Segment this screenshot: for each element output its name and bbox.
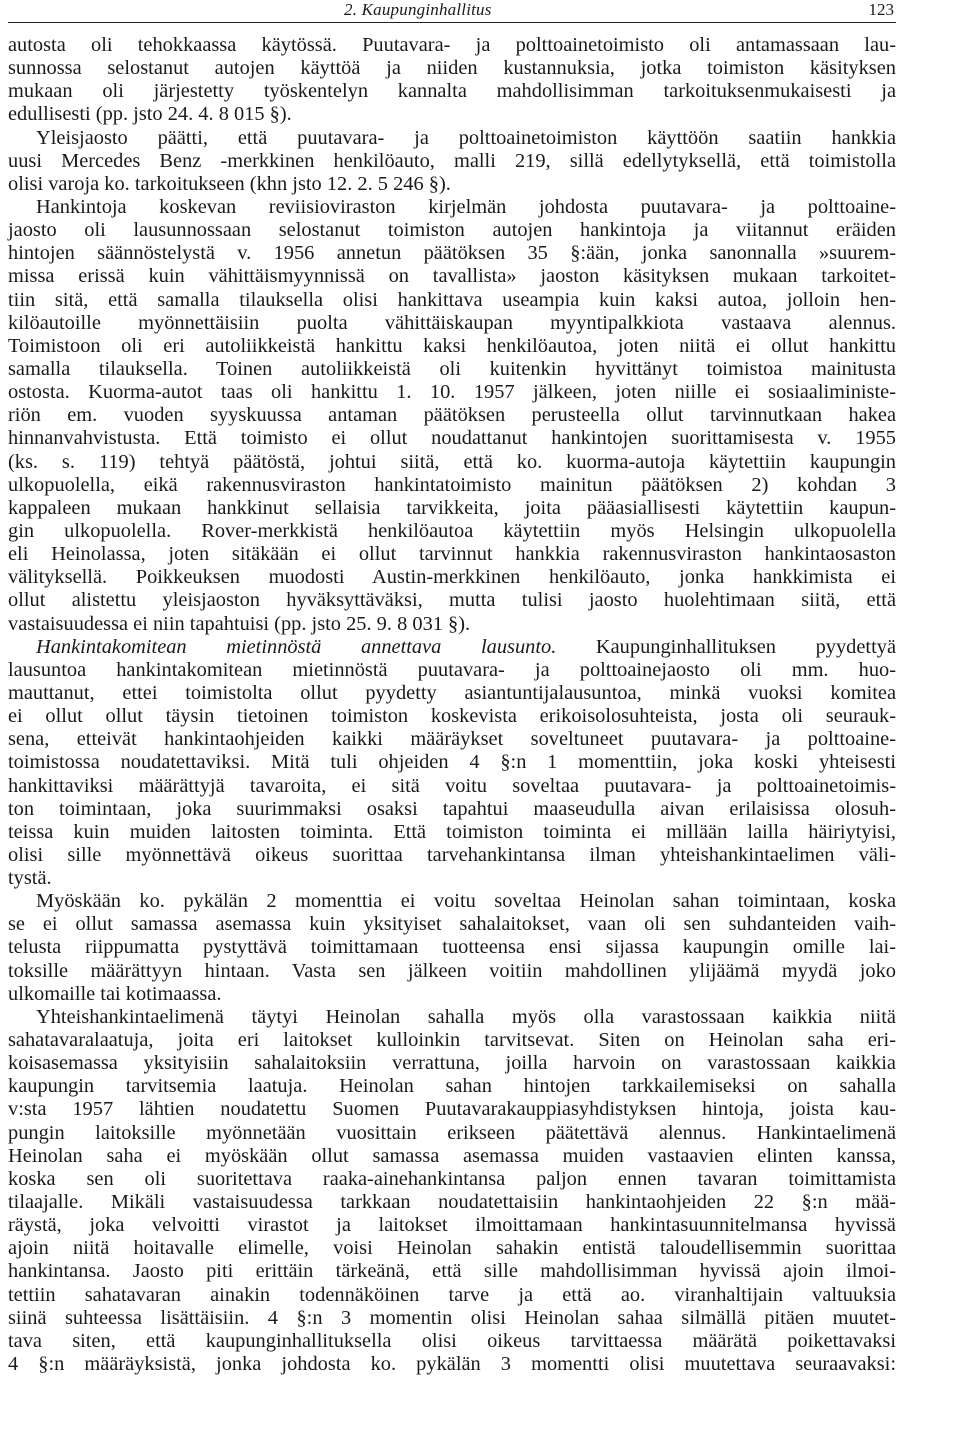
- text-line: [8, 1029, 896, 1052]
- line-text: kappaleen mukaan hankkinut sellaisia tarvikkeita, joita pääasiallisesti käytettiin kaupun-: [8, 496, 896, 519]
- line-text: tilaajalle. Mikäli vastaisuudessa tarkkaan noudatettaisiin hankintaohjeiden 22 §:n mää-: [8, 1191, 896, 1214]
- text-line: [8, 775, 896, 798]
- text-line: [8, 1214, 896, 1237]
- line-text: toksille määrättyyn hintaan. Vasta sen jälkeen voitiin mahdollinen ylijäämä myydä joko: [8, 959, 896, 982]
- line-text: kilöautoille myönnettäisiin puolta vähittäiskaupan myyntipalkkiota vastaava alennus.: [8, 311, 896, 334]
- line-text: lausuntoa hankintakomitean mietinnöstä puutavara- ja polttoainejaosto oli mm. huo-: [8, 658, 896, 681]
- text-line: [8, 242, 896, 265]
- text-line: [8, 728, 896, 751]
- line-text: Toimistoon oli eri autoliikkeistä hankittu kaksi henkilöautoa, joten niitä ei ollut hankittu: [8, 334, 896, 357]
- line-text: ajoin niitä hoitavalle elimelle, voisi Heinolan sahakin entistä taloudellisemmin suorittaa: [8, 1237, 896, 1260]
- text-line: [8, 1284, 896, 1307]
- line-text: olisi sille myönnettävä oikeus suorittaa tarvehankintansa ilman yhteishankintaelimen väli-: [8, 843, 896, 866]
- text-line: [8, 497, 896, 520]
- text-line: [8, 589, 896, 612]
- line-text: sahatavaralaatuja, joita eri laitokset kulloinkin tarvitsevat. Siten on Heinolan saha eri-: [8, 1029, 896, 1052]
- text-line: [8, 566, 896, 589]
- text-line: [8, 1006, 896, 1029]
- line-text: uusi Mercedes Benz -merkkinen henkilöauto, malli 219, sillä edellytyksellä, että toimistolla: [8, 149, 896, 172]
- text-line: [8, 173, 896, 196]
- text-line: [8, 80, 896, 103]
- line-text: Yleisjaosto päätti, että puutavara- ja polttoainetoimiston käyttöön saatiin hankkia: [36, 126, 896, 149]
- line-text: vastaisuudessa ei niin tapahtuisi (pp. jsto 25. 9. 8 031 §).: [8, 612, 471, 635]
- line-text: tystä.: [8, 867, 52, 890]
- text-line: [8, 983, 896, 1006]
- text-line: [8, 1330, 896, 1353]
- text-line: [8, 636, 896, 659]
- text-line: [8, 358, 896, 381]
- line-text: autosta oli tehokkaassa käytössä. Puutavara- ja polttoainetoimisto oli antamassaan lau-: [8, 34, 896, 56]
- text-line: [8, 265, 896, 288]
- text-line: [8, 867, 896, 890]
- text-line: [8, 404, 896, 427]
- line-text: hinnanvahvistusta. Että toimisto ei ollut noudattanut hankintojen suorittamisesta v. 1955: [8, 427, 896, 450]
- text-line: [8, 705, 896, 728]
- text-line: [8, 289, 896, 312]
- line-text: välityksellä. Poikkeuksen muodosti Austin-merkkinen henkilöauto, jonka hankkimista ei: [8, 566, 896, 589]
- text-line: [8, 1098, 896, 1121]
- text-line: [8, 936, 896, 959]
- text-line: [8, 1122, 896, 1145]
- line-text: toimistossa noudatettaviksi. Mitä tuli ohjeiden 4 §:n 1 momenttiin, joka koski yhteisesti: [8, 751, 896, 774]
- text-line: [8, 57, 896, 80]
- text-line: [8, 150, 896, 173]
- text-line: [8, 1307, 896, 1330]
- line-text: olisi varoja ko. tarkoitukseen (khn jsto 12. 2. 5 246 §).: [8, 172, 451, 195]
- line-text: siinä suhteessa lisättäisiin. 4 §:n 3 momentin olisi Heinolan sahaa silmällä pitäen muutet-: [8, 1306, 896, 1329]
- line-text: hankittaviksi määrättyjä tavaroita, ei sitä voitu soveltaa puutavara- ja polttoainetoimis-: [8, 774, 896, 797]
- text-line: [8, 520, 896, 543]
- text-line: [8, 427, 896, 450]
- italic-heading: Hankintakomitean mietinnöstä annettava lausunto.: [36, 635, 557, 658]
- text-line: [8, 613, 896, 636]
- text-line: [8, 103, 896, 126]
- line-text: ei ollut ollut täysin tietoinen toimiston koskevista erikoisolosuhteista, josta oli seurauk-: [8, 705, 896, 728]
- line-text: gin ulkopuolella. Rover-merkkistä henkilöautoa käytettiin myös Helsingin ulkopuolella: [8, 519, 896, 542]
- line-text: hankintansa. Jaosto piti erittäin tärkeänä, että sille mahdollisimman hyvissä ajoin ilmoi-: [8, 1260, 896, 1283]
- line-text: ollut alistettu yleisjaoston hyväksyttäväksi, mutta tulisi jaosto huolehtimaan siitä, että: [8, 589, 896, 612]
- body-text: [8, 34, 896, 1376]
- line-text: koisasemassa yksityisiin sahalaitoksiin verrattuna, joilla harvoin on varastossaan kaikkia: [8, 1052, 896, 1075]
- text-line: [8, 196, 896, 219]
- line-text: ulkomaille tai kotimaassa.: [8, 982, 222, 1005]
- line-text: eli Heinolassa, joten sitäkään ei ollut tarvinnut hankkia rakennusviraston hankintaosaston: [8, 543, 896, 566]
- text-line: [8, 312, 896, 335]
- text-line: [8, 960, 896, 983]
- text-line: [8, 913, 896, 936]
- line-text: Myöskään ko. pykälän 2 momenttia ei voitu soveltaa Heinolan sahan toimintaan, koska: [36, 890, 896, 913]
- line-text: Kaupunginhallituksen pyydettyä: [556, 635, 896, 658]
- text-line: [8, 1237, 896, 1260]
- line-text: teissa kuin muiden laitosten toiminta. Että toimiston toiminta ei millään lailla häiriytyisi,: [8, 820, 896, 843]
- line-text: tettiin sahatavaran ainakin todennäköinen tarve ja että ao. viranhaltijain valtuuksia: [8, 1283, 896, 1306]
- line-text: missa erissä kuin vähittäismyynnissä on tavallista» jaoston käsityksen mukaan tarkoitet-: [8, 265, 896, 288]
- section-title: 2. Kaupunginhallitus: [344, 0, 492, 19]
- text-line: [8, 1075, 896, 1098]
- line-text: ostosta. Kuorma-autot taas oli hankittu 1. 10. 1957 jälkeen, joten niille ei sosiaaliministe-: [8, 381, 896, 404]
- line-text: Hankintoja koskevan reviisioviraston kirjelmän johdosta puutavara- ja polttoaine-: [36, 195, 896, 218]
- text-line: [8, 821, 896, 844]
- text-line: [8, 1168, 896, 1191]
- line-text: jaosto oli lausunnossaan selostanut toimiston autojen hankintoja ja viitannut eräiden: [8, 219, 896, 242]
- text-line: [8, 682, 896, 705]
- line-text: edullisesti (pp. jsto 24. 4. 8 015 §).: [8, 103, 292, 126]
- line-text: tiin sitä, että samalla tilauksella olisi hankittava useampia kuin kaksi autoa, jolloin hen-: [8, 288, 896, 311]
- text-line: [8, 474, 896, 497]
- header-rule: [8, 22, 896, 23]
- text-line: [8, 890, 896, 913]
- page-number: 123: [868, 0, 894, 19]
- text-line: [8, 751, 896, 774]
- line-text: hintojen säännöstelystä v. 1956 annetun päätöksen 35 §:ään, jonka sanonnalla »suurem-: [8, 242, 896, 265]
- line-text: mukaan oli järjestetty työskentelyn kannalta mahdollisimman tarkoituksenmukaisesti ja: [8, 80, 896, 103]
- line-text: ton toimintaan, joka suurimmaksi osaksi tapahtui maaseudulla aivan erilaisissa olosuh-: [8, 797, 896, 820]
- line-text: räystä, joka velvoitti virastot ja laitokset ilmoittamaan hankintasuunnitelmansa hyvissä: [8, 1214, 896, 1237]
- text-line: [8, 798, 896, 821]
- text-line: [8, 844, 896, 867]
- line-text: 4 §:n määräyksistä, jonka johdosta ko. pykälän 3 momentti olisi muutettava seuraavaksi:: [8, 1353, 896, 1376]
- text-line: [8, 659, 896, 682]
- running-header: [0, 0, 960, 22]
- line-text: samalla tilauksella. Toinen autoliikkeistä oli kuitenkin hyvittänyt toimistoa mainitusta: [8, 357, 896, 380]
- line-text: telusta riippumatta pystyttävä toimittamaan tuotteensa ensi sijassa kaupungin omille lai-: [8, 936, 896, 959]
- line-text: v:sta 1957 lähtien noudatettu Suomen Puutavarakauppiasyhdistyksen hintoja, joista kau-: [8, 1098, 896, 1121]
- text-line: [8, 34, 896, 57]
- line-text: tava siten, että kaupunginhallituksella olisi oikeus tarvittaessa määrätä poikettavaksi: [8, 1329, 896, 1352]
- text-line: [8, 1260, 896, 1283]
- line-text: riön em. vuoden syyskuussa antaman päätöksen perusteella ollut tarvinnutkaan hakea: [8, 404, 896, 427]
- line-text: Yhteishankintaelimenä täytyi Heinolan sahalla myös olla varastossaan kaikkia niitä: [36, 1005, 896, 1028]
- text-line: [8, 219, 896, 242]
- text-line: [8, 127, 896, 150]
- line-text: sena, etteivät hankintaohjeiden kaikki määräykset soveltuneet puutavara- ja polttoaine-: [8, 728, 896, 751]
- text-line: [8, 1191, 896, 1214]
- line-text: se ei ollut samassa asemassa kuin yksityiset sahalaitokset, vaan oli sen suhdanteiden vaih-: [8, 913, 896, 936]
- line-text: ulkopuolella, eikä rakennusviraston hankintatoimisto mainitun päätöksen 2) kohdan 3: [8, 473, 896, 496]
- line-text: pungin laitoksille myönnetään vuosittain erikseen päätettävä alennus. Hankintaelimenä: [8, 1121, 896, 1144]
- line-text: koska sen oli suoritettava raaka-ainehankintansa paljon ennen tavaran toimittamista: [8, 1167, 896, 1190]
- line-text: mauttanut, ettei toimistolta ollut pyydetty asiantuntijalausuntoa, minkä vuoksi komitea: [8, 681, 896, 704]
- text-line: [8, 381, 896, 404]
- line-text: (ks. s. 119) tehtyä päätöstä, johtui siitä, että ko. kuorma-autoja käytettiin kaupungin: [8, 450, 896, 473]
- text-line: [8, 335, 896, 358]
- text-line: [8, 1353, 896, 1376]
- text-line: [8, 543, 896, 566]
- line-text: kaupungin tarvitsemia laatuja. Heinolan sahan hintojen tarkkailemiseksi on sahalla: [8, 1075, 896, 1098]
- text-line: [8, 1052, 896, 1075]
- text-line: [8, 1145, 896, 1168]
- line-text: sunnossa selostanut autojen käyttöä ja niiden kustannuksia, jotka toimiston käsityksen: [8, 57, 896, 80]
- line-text: Heinolan saha ei myöskään ollut samassa asemassa muiden vastaavien elinten kanssa,: [8, 1144, 896, 1167]
- text-line: [8, 451, 896, 474]
